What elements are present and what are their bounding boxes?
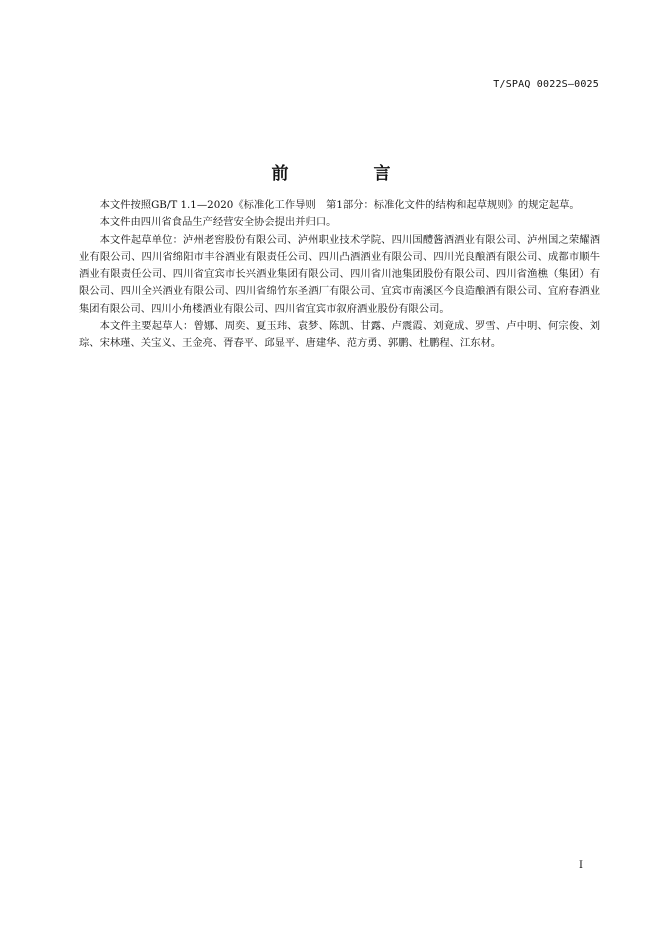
paragraph-proposer: 本文件由四川省食品生产经营安全协会提出并归口。 <box>99 216 337 229</box>
page-number: I <box>579 860 583 871</box>
paragraph-main-drafters: 本文件主要起草人：曾娜、周奕、夏玉玮、袁梦、陈凯、甘露、卢震霞、刘竟成、罗雪、卢中明、何宗俊、刘琮、宋林瑾、关宝义、王金亮、胥春平、邱显平、唐建华、范方勇、郭鹏、杜鹏程、江东材。 <box>79 320 600 350</box>
document-body <box>79 197 600 353</box>
paragraph-drafting-units: 本文件起草单位：泸州老窖股份有限公司、泸州职业技术学院、四川国醴酱酒酒业有限公司、泸州国之荣耀酒业有限公司、四川省绵阳市丰谷酒业有限责任公司、四川凸酒酒业有限公司、四川光良酿酒有限公司、成都市顺牛酒业有限责任公司、四川省宜宾市长兴酒业集团有限公司、四川省川池集团股份有限公司、四川省渔樵（集团）有限公司、四川全兴酒业有限公司、四川省绵竹东圣酒厂有限公司、宜宾市南溪区今良造酿酒有限公司、宜府春酒业集团有限公司、四川小角楼酒业有限公司、四川省宜宾市叙府酒业股份有限公司。 <box>79 233 600 315</box>
page-title: 前 言 <box>271 164 425 184</box>
document-code: T/SPAQ 0022S—0025 <box>493 79 599 90</box>
paragraph-drafting-basis: 本文件按照GB/T 1.1—2020《标准化工作导则 第1部分：标准化文件的结构和起草规则》的规定起草。 <box>99 199 580 211</box>
